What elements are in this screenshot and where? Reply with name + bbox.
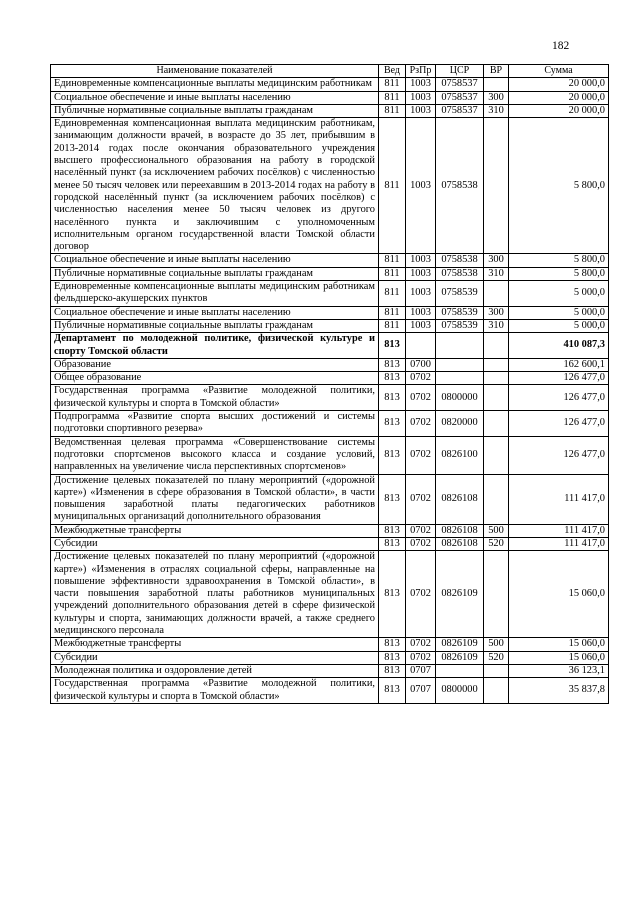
cell-ved: 813 (379, 333, 406, 359)
cell-vr (484, 372, 509, 385)
cell-ved: 813 (379, 474, 406, 524)
table-row (51, 306, 609, 319)
cell-name: Образование (51, 358, 379, 371)
table-row (51, 551, 609, 638)
cell-vr (484, 385, 509, 411)
cell-name: Подпрограмма «Развитие спорта высших достижений и системы подготовки спортивного резерва» (51, 411, 379, 437)
table-row (51, 664, 609, 677)
cell-vr (484, 551, 509, 638)
table-row (51, 319, 609, 332)
cell-vr: 300 (484, 254, 509, 267)
cell-ved: 811 (379, 91, 406, 104)
cell-sum: 5 000,0 (509, 319, 609, 332)
cell-ved: 813 (379, 411, 406, 437)
cell-csr: 0758539 (436, 281, 484, 307)
page-number: 182 (552, 40, 570, 52)
cell-csr (436, 372, 484, 385)
cell-sum: 111 417,0 (509, 474, 609, 524)
cell-csr: 0800000 (436, 678, 484, 704)
cell-csr: 0800000 (436, 385, 484, 411)
cell-vr: 500 (484, 638, 509, 651)
cell-ved: 813 (379, 436, 406, 474)
header-name: Наименование показателей (51, 65, 379, 78)
cell-csr: 0758538 (436, 118, 484, 254)
cell-vr: 300 (484, 306, 509, 319)
cell-csr: 0826109 (436, 651, 484, 664)
table-row (51, 638, 609, 651)
table-row (51, 254, 609, 267)
cell-name: Достижение целевых показателей по плану мероприятий («дорожной карте») «Изменения в сфере образования в Томской области», в части повышения заработной платы педагогических работников муниципальных организаций дополнительного образования (51, 474, 379, 524)
cell-csr (436, 358, 484, 371)
cell-vr: 300 (484, 91, 509, 104)
cell-csr: 0758539 (436, 319, 484, 332)
table-row (51, 678, 609, 704)
cell-sum: 126 477,0 (509, 385, 609, 411)
cell-rzpr: 0702 (406, 524, 436, 537)
cell-csr: 0758538 (436, 267, 484, 280)
cell-sum: 126 477,0 (509, 436, 609, 474)
cell-name: Социальное обеспечение и иные выплаты населению (51, 306, 379, 319)
cell-vr: 520 (484, 537, 509, 550)
cell-sum: 20 000,0 (509, 78, 609, 91)
cell-csr: 0826108 (436, 524, 484, 537)
cell-ved: 813 (379, 551, 406, 638)
cell-sum: 111 417,0 (509, 537, 609, 550)
cell-vr: 520 (484, 651, 509, 664)
cell-name: Ведомственная целевая программа «Совершенствование системы подготовки спортсменов высокого класса и создание условий, направленных на увеличение числа перспективных спортсменов» (51, 436, 379, 474)
table-row (51, 651, 609, 664)
cell-ved: 813 (379, 651, 406, 664)
cell-sum: 5 800,0 (509, 254, 609, 267)
cell-rzpr: 1003 (406, 91, 436, 104)
header-ved: Вед (379, 65, 406, 78)
header-csr: ЦСР (436, 65, 484, 78)
table-row (51, 474, 609, 524)
budget-table (50, 64, 609, 704)
header-sum: Сумма (509, 65, 609, 78)
header-vr: ВР (484, 65, 509, 78)
cell-sum: 15 060,0 (509, 651, 609, 664)
cell-rzpr: 1003 (406, 254, 436, 267)
cell-ved: 811 (379, 254, 406, 267)
cell-ved: 813 (379, 372, 406, 385)
cell-ved: 813 (379, 638, 406, 651)
cell-name: Единовременная компенсационная выплата медицинским работникам, занимающим должности врачей, в возрасте до 35 лет, прибывшим в 2013-2014 годах после окончания образовательного учреждения высшего профессионального образования на работу в городской населённый пункт (за исключением рабочих посёлков) с численностью менее 50 тысяч человек или переехавшим в 2013-2014 годах на работу в городской населённый пункт (за исключением рабочих посёлков) с численностью населения менее 50 тысяч человек из другого населённого пункта и заключившим с уполномоченным исполнительным органом государственной власти Томской области договор (51, 118, 379, 254)
cell-name: Достижение целевых показателей по плану мероприятий («дорожной карте») «Изменения в отраслях социальной сферы, направленные на повышение эффективности здравоохранения в Томской области», в части повышения заработной платы работников муниципальных учреждений дополнительного образования детей в сфере физической культуры и спорта, занимающих должности врачей, а также среднего медицинского персонала (51, 551, 379, 638)
cell-sum: 15 060,0 (509, 638, 609, 651)
cell-sum: 5 000,0 (509, 281, 609, 307)
cell-csr: 0758537 (436, 78, 484, 91)
cell-rzpr: 0702 (406, 651, 436, 664)
cell-vr (484, 664, 509, 677)
cell-name: Единовременные компенсационные выплаты медицинским работникам (51, 78, 379, 91)
cell-csr (436, 333, 484, 359)
cell-name: Государственная программа «Развитие молодежной политики, физической культуры и спорта в Томской области» (51, 385, 379, 411)
cell-vr: 310 (484, 319, 509, 332)
cell-sum: 410 087,3 (509, 333, 609, 359)
cell-rzpr: 0702 (406, 551, 436, 638)
cell-rzpr: 0702 (406, 436, 436, 474)
table-row (51, 385, 609, 411)
cell-name: Субсидии (51, 537, 379, 550)
cell-ved: 811 (379, 78, 406, 91)
cell-rzpr: 0702 (406, 385, 436, 411)
cell-ved: 813 (379, 537, 406, 550)
cell-ved: 811 (379, 281, 406, 307)
cell-vr (484, 474, 509, 524)
cell-sum: 5 800,0 (509, 267, 609, 280)
cell-name: Государственная программа «Развитие молодежной политики, физической культуры и спорта в Томской области» (51, 678, 379, 704)
table-row (51, 411, 609, 437)
table-row (51, 372, 609, 385)
cell-ved: 813 (379, 358, 406, 371)
table-row (51, 281, 609, 307)
cell-csr: 0820000 (436, 411, 484, 437)
cell-rzpr: 0707 (406, 678, 436, 704)
cell-vr (484, 333, 509, 359)
cell-vr (484, 411, 509, 437)
cell-csr: 0826109 (436, 551, 484, 638)
cell-name: Социальное обеспечение и иные выплаты населению (51, 254, 379, 267)
cell-name: Межбюджетные трансферты (51, 524, 379, 537)
cell-ved: 811 (379, 104, 406, 117)
cell-ved: 813 (379, 385, 406, 411)
table-body (51, 78, 609, 704)
cell-sum: 126 477,0 (509, 372, 609, 385)
cell-vr (484, 436, 509, 474)
cell-vr (484, 281, 509, 307)
header-rzpr: РзПр (406, 65, 436, 78)
table-row (51, 436, 609, 474)
table-row (51, 537, 609, 550)
cell-csr: 0826108 (436, 474, 484, 524)
cell-name: Молодежная политика и оздоровление детей (51, 664, 379, 677)
cell-csr: 0826100 (436, 436, 484, 474)
cell-sum: 36 123,1 (509, 664, 609, 677)
cell-rzpr: 0707 (406, 664, 436, 677)
cell-csr (436, 664, 484, 677)
cell-sum: 35 837,8 (509, 678, 609, 704)
cell-vr: 310 (484, 104, 509, 117)
cell-name: Единовременные компенсационные выплаты медицинским работникам фельдшерско-акушерских пунктов (51, 281, 379, 307)
cell-rzpr: 1003 (406, 118, 436, 254)
cell-rzpr: 0702 (406, 537, 436, 550)
cell-ved: 811 (379, 118, 406, 254)
table-row (51, 333, 609, 359)
cell-ved: 811 (379, 306, 406, 319)
cell-ved: 811 (379, 267, 406, 280)
table-row (51, 91, 609, 104)
cell-sum: 20 000,0 (509, 91, 609, 104)
cell-rzpr: 0700 (406, 358, 436, 371)
cell-name: Межбюджетные трансферты (51, 638, 379, 651)
cell-sum: 126 477,0 (509, 411, 609, 437)
table-row (51, 267, 609, 280)
cell-vr (484, 358, 509, 371)
cell-sum: 5 000,0 (509, 306, 609, 319)
cell-vr: 310 (484, 267, 509, 280)
table-row (51, 104, 609, 117)
cell-csr: 0758537 (436, 104, 484, 117)
cell-csr: 0758539 (436, 306, 484, 319)
cell-name: Публичные нормативные социальные выплаты гражданам (51, 267, 379, 280)
cell-vr: 500 (484, 524, 509, 537)
table-header-row (51, 65, 609, 78)
cell-sum: 5 800,0 (509, 118, 609, 254)
cell-rzpr: 1003 (406, 319, 436, 332)
cell-rzpr (406, 333, 436, 359)
cell-rzpr: 1003 (406, 104, 436, 117)
cell-vr (484, 78, 509, 91)
table-row (51, 78, 609, 91)
cell-name: Публичные нормативные социальные выплаты гражданам (51, 104, 379, 117)
cell-rzpr: 1003 (406, 306, 436, 319)
table-row (51, 118, 609, 254)
cell-sum: 111 417,0 (509, 524, 609, 537)
cell-name: Субсидии (51, 651, 379, 664)
cell-csr: 0758537 (436, 91, 484, 104)
cell-ved: 811 (379, 319, 406, 332)
cell-rzpr: 0702 (406, 474, 436, 524)
cell-name: Общее образование (51, 372, 379, 385)
cell-rzpr: 1003 (406, 281, 436, 307)
cell-ved: 813 (379, 524, 406, 537)
cell-ved: 813 (379, 664, 406, 677)
table-row (51, 358, 609, 371)
cell-name: Публичные нормативные социальные выплаты гражданам (51, 319, 379, 332)
cell-sum: 162 600,1 (509, 358, 609, 371)
cell-vr (484, 678, 509, 704)
cell-vr (484, 118, 509, 254)
cell-rzpr: 0702 (406, 411, 436, 437)
table-row (51, 524, 609, 537)
cell-name: Департамент по молодежной политике, физической культуре и спорту Томской области (51, 333, 379, 359)
cell-csr: 0826109 (436, 638, 484, 651)
cell-rzpr: 1003 (406, 78, 436, 91)
cell-rzpr: 0702 (406, 372, 436, 385)
cell-rzpr: 0702 (406, 638, 436, 651)
cell-rzpr: 1003 (406, 267, 436, 280)
cell-csr: 0758538 (436, 254, 484, 267)
cell-csr: 0826108 (436, 537, 484, 550)
cell-sum: 20 000,0 (509, 104, 609, 117)
cell-ved: 813 (379, 678, 406, 704)
cell-name: Социальное обеспечение и иные выплаты населению (51, 91, 379, 104)
cell-sum: 15 060,0 (509, 551, 609, 638)
